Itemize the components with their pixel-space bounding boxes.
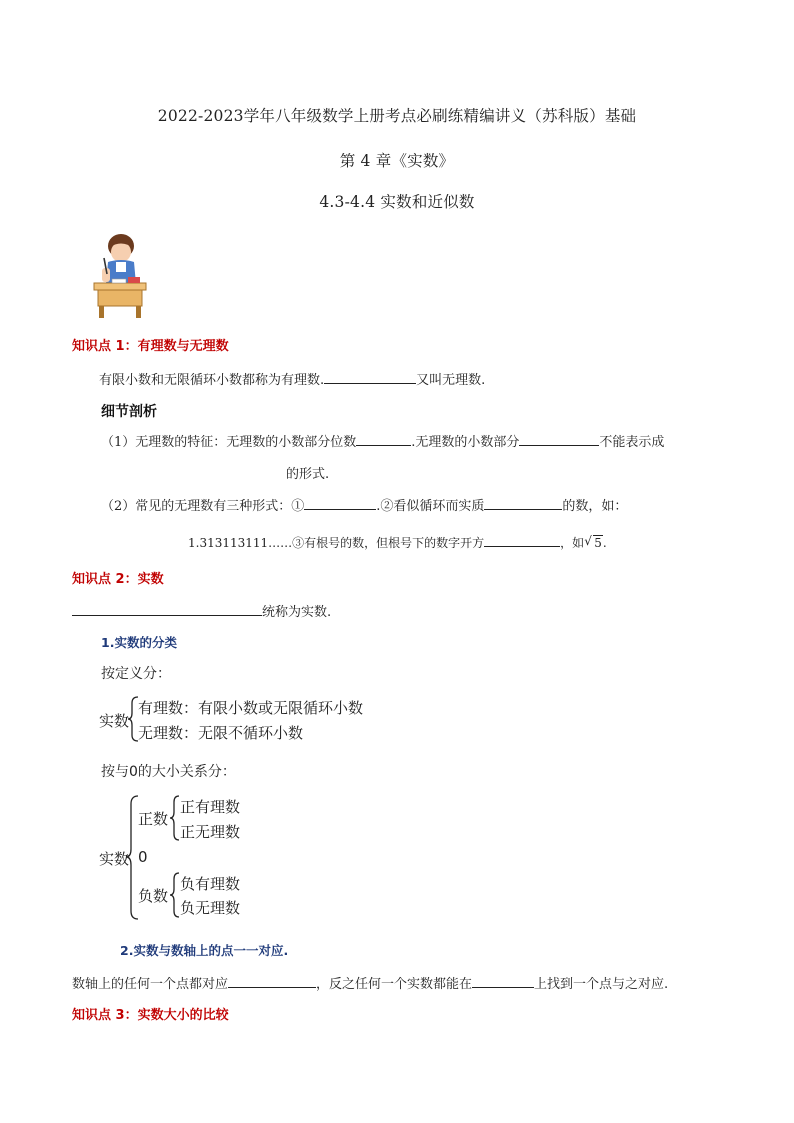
document-title: 2022-2023学年八年级数学上册考点必刷练精编讲义（苏科版）基础 [157,107,637,125]
tree1-child-irrational: 无理数：无限不循环小数 [138,724,304,742]
kp3-heading: 知识点 3：实数大小的比较 [72,1008,229,1023]
blank [472,974,534,988]
section-title: 4.3-4.4 实数和近似数 [319,193,475,211]
tree2-negative: 负数 [138,887,169,905]
sqrt-icon: √ [584,534,592,548]
chapter-title: 第 4 章《实数》 [339,152,455,170]
blank [484,533,560,547]
kp2-heading: 知识点 2：实数 [72,572,164,587]
kp1-item2-line2 [188,533,607,551]
kp2-line2 [72,973,668,992]
kp1-item2-end: . [602,536,607,550]
kp1-item2-b: .②看似循环而实质 [376,499,485,514]
kp1-line1 [99,369,485,388]
tree2-neg-irrational: 负无理数 [180,899,241,917]
kp2-line1 [72,601,331,620]
tree2-pos-irrational: 正无理数 [180,823,241,841]
blank [484,496,562,510]
brace-icon [170,795,180,841]
kp1-item2-d: 1.313113111……③有根号的数，但根号下的数字开方 [188,536,485,550]
sqrt-radicand: 5 [594,536,602,550]
tree2-pos-rational: 正有理数 [180,798,241,816]
kp1-item2-e: ，如 [560,536,585,550]
kp2-line1-text: 统称为实数. [262,605,332,620]
sqrt-expression [584,536,603,550]
kp1-item1-d: 的形式. [286,467,330,482]
by-zero-label: 按与0的大小关系分： [101,764,236,780]
blank [356,432,411,446]
kp1-item1-a: （1）无理数的特征：无理数的小数部分位数 [101,435,357,450]
blank [324,370,416,384]
tree2-neg-rational: 负有理数 [180,875,241,893]
kp2-line2-c: 上找到一个点与之对应. [534,977,669,992]
blank [228,974,316,988]
kp1-line1-b: 又叫无理数. [416,373,486,388]
kp2-sub1: 1.实数的分类 [101,635,177,650]
kp1-item2 [101,495,627,514]
tree1-root: 实数 [99,712,130,730]
kp2-line2-a: 数轴上的任何一个点都对应 [72,977,229,992]
brace-icon [170,872,180,918]
blank [519,432,599,446]
kp2-sub2: 2.实数与数轴上的点一一对应. [120,943,289,958]
kp1-item2-a: （2）常见的无理数有三种形式：① [101,499,305,514]
kp1-item1 [101,431,664,450]
kp1-item1-b: .无理数的小数部分 [411,435,520,450]
tree2-zero: 0 [138,848,148,866]
detail-heading: 细节剖析 [101,404,157,420]
kp1-item2-c: 的数，如： [562,499,628,514]
blank [304,496,376,510]
tree2-root: 实数 [99,850,130,868]
tree2-positive: 正数 [138,810,169,828]
student-at-desk-icon [88,228,150,320]
kp2-line2-b: ，反之任何一个实数都能在 [316,977,473,992]
kp1-item1-c: 不能表示成 [599,435,665,450]
kp1-heading: 知识点 1：有理数与无理数 [72,339,229,354]
blank [72,602,262,616]
kp1-line1-a: 有限小数和无限循环小数都称为有理数. [99,373,325,388]
student-illustration [88,228,150,320]
by-definition-label: 按定义分： [101,666,171,682]
tree1-child-rational: 有理数：有限小数或无限循环小数 [138,699,364,717]
